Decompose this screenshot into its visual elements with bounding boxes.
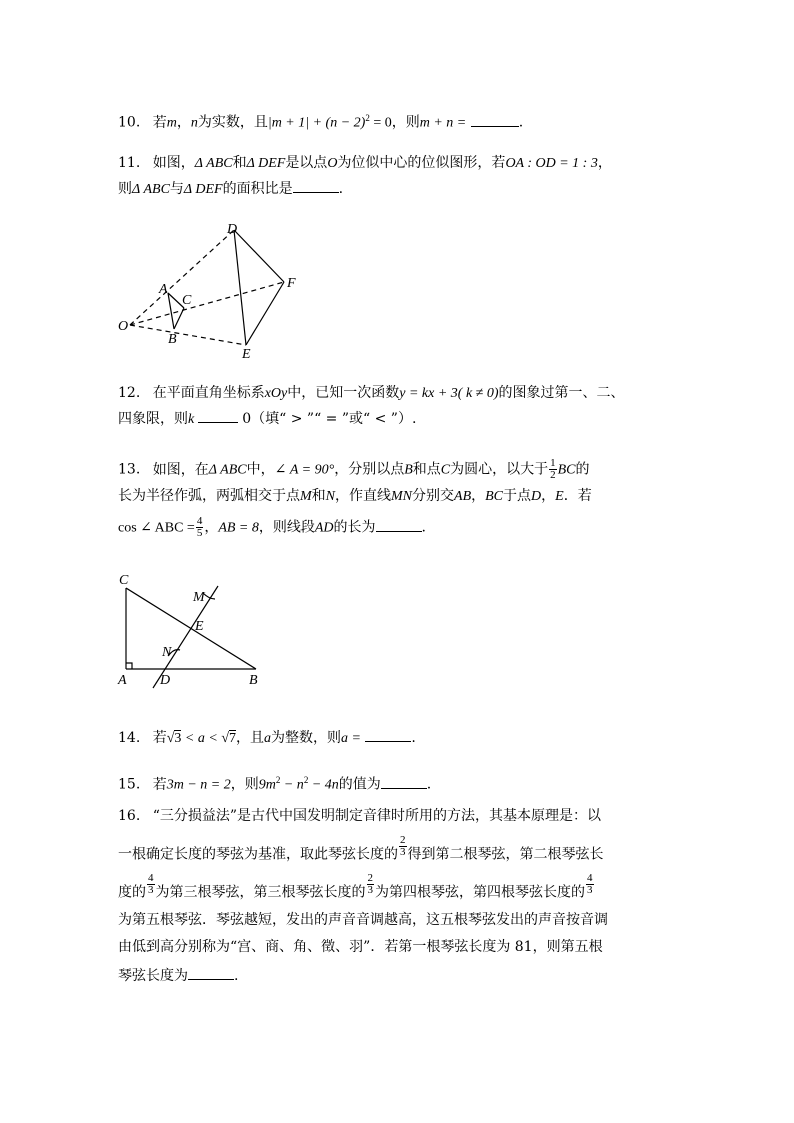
q13-half-denominator: 2 (550, 469, 556, 481)
q16-f2-numerator: 4 (148, 872, 154, 884)
q16-l3-text: 度的 (118, 884, 146, 901)
fig11-line-oa-dashed (130, 230, 234, 325)
q14-answer-blank[interactable] (365, 727, 411, 742)
q16-fraction-3 (367, 873, 375, 896)
q11-triangle-def: Δ DEF (246, 156, 286, 171)
q11-answer-blank[interactable] (293, 178, 339, 193)
q11-triangle-abc: Δ ABC (194, 156, 233, 171)
q15-exp2: 2 (303, 775, 309, 785)
q13-point-m: M (300, 489, 312, 504)
q14-sqrt-icon-2: √ (221, 731, 229, 746)
q16-l2-text: 一根确定长度的琴弦为基准，取此琴弦长度的 (118, 846, 398, 863)
question-16-line5 (118, 937, 603, 957)
q13-l2-text3: ，作直线 (335, 488, 392, 504)
q13-text6: 的 (575, 461, 590, 478)
fig13-label-d: D (160, 673, 171, 688)
fig11-line-ob-dashed (130, 325, 246, 345)
question-16-line4 (118, 910, 608, 930)
q14-inequality: < a < (181, 731, 222, 746)
q14-text2: ，且 (236, 730, 264, 746)
fig11-label-e: E (242, 347, 251, 362)
q10-expression: |m + 1| + (n − 2) (267, 115, 366, 131)
q13-point-b: B (404, 462, 413, 478)
q15-condition: 3m − n = 2 (166, 777, 231, 793)
q15-end: . (426, 776, 432, 793)
q16-end: . (234, 968, 239, 984)
q16-l1-text: “三分损益法”是古代中国发明制定音律时所用的方法，其基本原理是：以 (152, 808, 602, 824)
q16-f1-denominator: 3 (400, 846, 406, 858)
q14-radicand-7: 7 (229, 731, 236, 746)
q11-point-o: O (327, 156, 338, 171)
q13-line-mn: MN (391, 489, 413, 504)
q11-l2-triangle-def: Δ DEF (183, 182, 223, 197)
q10-sep: ， (176, 114, 191, 131)
q16-l3-text3: 为第四根琴弦，第四根琴弦长度的 (375, 884, 585, 901)
q13-l3-text: ， (204, 519, 219, 536)
q14-text: 若 (152, 730, 167, 746)
q15-text2: ，则 (230, 776, 259, 793)
q16-number: 16. (118, 808, 141, 824)
figure-11 (110, 215, 310, 365)
question-11-line2 (118, 178, 343, 200)
q12-l2-text: 四象限，则 (118, 411, 188, 427)
q16-f3-numerator: 2 (367, 872, 373, 884)
q14-var-a: a (264, 731, 271, 746)
q13-ab-value: AB = 8 (218, 520, 259, 536)
q13-point-e: E (555, 489, 564, 504)
question-12-line1 (118, 383, 625, 404)
q11-l2-text2: 与 (169, 181, 184, 197)
q10-end: . (518, 114, 524, 131)
q15-answer-blank[interactable] (381, 774, 427, 789)
q13-cosine: cos ∠ ABC = (118, 520, 195, 536)
q13-text4: 和点 (412, 461, 441, 478)
q16-answer-blank[interactable] (188, 965, 234, 980)
q15-text3: 的值为 (338, 776, 381, 793)
q12-answer-blank[interactable] (198, 408, 238, 423)
q12-l2-text2: 0（填“ > ”“ = ”或“ < ”）. (242, 411, 417, 427)
q10-var-m: m (166, 115, 177, 131)
q10-var-n: n (190, 115, 198, 131)
q16-l6-text: 琴弦长度为 (118, 968, 188, 984)
q13-cos-numerator: 4 (196, 515, 203, 527)
fig13-label-m: M (193, 590, 205, 605)
question-13-line3 (118, 516, 426, 539)
fig11-segment-cb (174, 308, 184, 329)
question-16-line1 (118, 806, 601, 826)
q11-text3: 是以点 (285, 155, 328, 171)
fig11-label-o: O (118, 319, 129, 334)
q10-text3: ，则 (391, 114, 420, 131)
fig11-label-c: C (182, 293, 192, 308)
fig11-label-a: A (159, 282, 168, 297)
q11-ratio: OA : OD = 1 : 3 (505, 156, 598, 171)
question-14 (118, 727, 416, 749)
q14-ask: a = (341, 731, 361, 746)
q13-fraction-cos (196, 516, 204, 539)
q11-text5: ， (597, 155, 612, 171)
q13-point-d: D (531, 489, 542, 504)
q11-end: . (338, 181, 344, 197)
q13-l2-text6: 于点 (503, 488, 532, 504)
q14-end: . (411, 730, 416, 746)
q13-text: 如图，在 (152, 461, 209, 478)
q13-cos-denominator: 5 (196, 527, 203, 539)
q16-fraction-4 (586, 873, 594, 896)
q14-number: 14. (118, 730, 141, 746)
q12-coordinate-system: xOy (264, 386, 288, 401)
question-10 (118, 108, 523, 134)
question-15 (118, 770, 431, 796)
q12-text2: 中，已知一次函数 (287, 385, 400, 401)
q14-sqrt-icon: √ (166, 731, 175, 746)
fig13-right-angle-mark (126, 663, 132, 669)
q14-text3: 为整数，则 (271, 730, 341, 746)
q12-number: 12. (118, 385, 141, 401)
q16-l2-text2: 得到第二根琴弦，第二根琴弦长 (407, 846, 604, 863)
q10-ask: m + n = (419, 115, 467, 131)
q16-fraction-2 (147, 873, 155, 896)
q13-fraction-half (549, 458, 557, 481)
q10-number: 10. (118, 114, 141, 131)
fig11-label-b: B (168, 332, 177, 347)
q10-eq-zero: = 0 (369, 115, 392, 131)
q16-l3-text2: 为第三根琴弦，第三根琴弦长度的 (155, 884, 366, 901)
q11-number: 11. (118, 155, 141, 171)
q13-text3: ，分别以点 (334, 461, 405, 478)
q16-fraction-1 (399, 835, 407, 858)
question-16-line3 (118, 872, 595, 904)
fig13-label-c: C (119, 573, 129, 588)
q15-term3: − 4n (308, 777, 339, 793)
q11-text: 如图， (152, 155, 195, 171)
q13-l3-text3: 的长为 (333, 519, 376, 536)
q13-l3-text2: ，则线段 (258, 519, 315, 536)
fig13-label-b: B (249, 673, 258, 688)
fig13-label-e: E (195, 619, 204, 634)
fig11-segment-df (234, 230, 284, 282)
q14-radicand-3: 3 (174, 731, 182, 746)
q13-l2-text: 长为半径作弧，两弧相交于点 (118, 488, 300, 504)
q10-text2: 为实数，且 (197, 114, 268, 131)
q11-l2-text3: 的面积比是 (222, 181, 293, 197)
q13-angle: ∠ A = 90° (274, 462, 335, 478)
q13-l2-text7: ， (541, 488, 556, 504)
q11-text4: 为位似中心的位似图形，若 (337, 155, 506, 171)
q13-text2: 中， (246, 461, 275, 478)
question-13-line2 (118, 486, 592, 507)
q13-point-c: C (440, 462, 451, 478)
q12-var-k: k (188, 412, 195, 427)
q10-exponent: 2 (365, 113, 370, 123)
q13-segment-ad: AD (314, 520, 334, 536)
q15-exp1: 2 (275, 775, 281, 785)
q15-term2: − n (280, 777, 304, 793)
q11-l2-text: 则 (118, 181, 132, 197)
q13-l2-text4: 分别交 (412, 488, 455, 504)
q13-half-numerator: 1 (550, 457, 556, 469)
question-12-line2 (118, 408, 416, 430)
q10-answer-blank[interactable] (471, 112, 519, 127)
fig11-label-f: F (287, 276, 296, 291)
q13-number: 13. (118, 461, 141, 478)
question-16-line6 (118, 965, 238, 986)
q13-segment-bc2: BC (485, 489, 504, 504)
q11-text2: 和 (232, 155, 247, 171)
q16-l5-text: 由低到高分别称为“宫、商、角、徵、羽”．若第一根琴弦长度为 81，则第五根 (118, 939, 603, 955)
q13-point-n: N (325, 489, 336, 504)
q13-l2-text5: ， (471, 488, 486, 504)
q15-text: 若 (152, 776, 167, 793)
q13-segment-ab: AB (454, 489, 472, 504)
q10-text: 若 (152, 114, 167, 131)
question-11-line1 (118, 153, 612, 174)
fig11-label-d: D (227, 222, 238, 237)
q12-text3: 的图象过第一、二、 (498, 385, 625, 401)
question-16-line2 (118, 834, 604, 866)
q16-l4-text: 为第五根琴弦．琴弦越短，发出的声音音调越高，这五根琴弦发出的声音按音调 (118, 912, 608, 928)
q13-l2-text2: 和 (311, 488, 326, 504)
q13-answer-blank[interactable] (376, 517, 422, 532)
fig13-label-n: N (162, 645, 172, 660)
q16-f1-numerator: 2 (400, 834, 406, 846)
question-13-line1 (118, 458, 590, 481)
q15-number: 15. (118, 776, 141, 793)
q13-text5: 为圆心，以大于 (450, 461, 549, 478)
q13-l2-text8: ．若 (563, 488, 592, 504)
q15-term1: 9m (258, 777, 276, 793)
q12-function: y = kx + 3( k ≠ 0) (399, 386, 499, 401)
q13-end: . (421, 519, 426, 536)
q11-l2-triangle-abc: Δ ABC (132, 182, 170, 197)
q16-f3-denominator: 3 (367, 884, 373, 896)
q16-f4-denominator: 3 (587, 884, 593, 896)
fig11-segment-de (234, 230, 246, 345)
fig13-label-a: A (118, 673, 127, 688)
q16-f4-numerator: 4 (587, 872, 593, 884)
q16-f2-denominator: 3 (148, 884, 154, 896)
q13-segment-bc: BC (557, 462, 576, 478)
figure-13 (110, 568, 270, 693)
q12-text: 在平面直角坐标系 (152, 385, 265, 401)
q13-triangle: Δ ABC (208, 462, 247, 478)
